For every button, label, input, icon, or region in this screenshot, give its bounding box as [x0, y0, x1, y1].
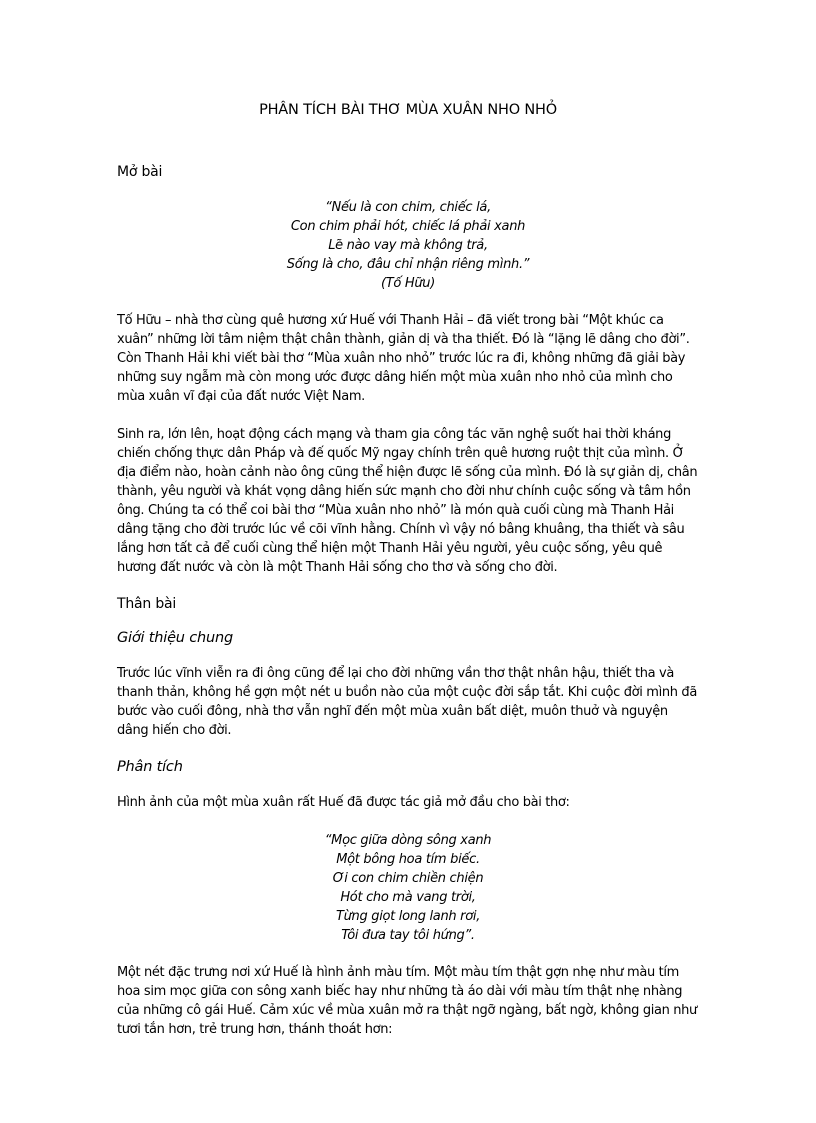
paragraph-1: Tố Hữu – nhà thơ cùng quê hương xứ Huế với Thanh Hải – đã viết trong bài “Một khúc ca xuân” những lời tâm niệm thật chân thành, giản dị và tha thiết. Đó là “lặng lẽ dâng cho đời”. Còn Thanh Hải khi viết bài thơ “Mùa xuân nho nhỏ” trước lúc ra đi, không những đã giải bày những suy ngẫm mà còn mong ước được dâng hiến một mùa xuân nho nhỏ của mình cho mùa xuân vĩ đại của đất nước Việt Nam.: [117, 313, 690, 404]
poem-line: Ơi con chim chiền chiện: [332, 871, 484, 886]
poem-line: Một bông hoa tím biếc.: [336, 852, 480, 867]
heading-intro: Mở bài: [117, 164, 163, 180]
paragraph-3: Trước lúc vĩnh viễn ra đi ông cũng để lại cho đời những vần thơ thật nhân hậu, thiết tha và thanh thản, không hề gợn một nét u buồn nào của một cuộc đời sắp tắt. Khi cuộc đời mình đã bước vào cuối đông, nhà thơ vẫn nghĩ đến một mùa xuân bất diệt, muôn thuở và nguyện dâng hiến cho đời.: [117, 666, 697, 738]
poem-author: (Tố Hữu): [380, 276, 436, 291]
poem-line: Sống là cho, đâu chỉ nhận riêng mình.”: [286, 257, 530, 272]
poem-line: Con chim phải hót, chiếc lá phải xanh: [290, 219, 526, 234]
document-title: PHÂN TÍCH BÀI THƠ MÙA XUÂN NHO NHỎ: [259, 102, 557, 118]
document-page: [117, 102, 699, 1058]
poem-line: Từng giọt long lanh rơi,: [335, 909, 481, 924]
subheading-intro: Giới thiệu chung: [117, 630, 233, 646]
paragraph-2: Sinh ra, lớn lên, hoạt động cách mạng và tham gia công tác văn nghệ suốt hai thời kháng chiến chống thực dân Pháp và đế quốc Mỹ ngay chính trên quê hương ruột thịt của mình. Ở địa điểm nào, hoàn cảnh nào ông cũng thể hiện được lẽ sống của mình. Đó là sự giản dị, chân thành, yêu người và khát vọng dâng hiến sức mạnh cho đời như chính cuộc sống và tâm hồn ông. Chúng ta có thể coi bài thơ “Mùa xuân nho nhỏ” là món quà cuối cùng mà Thanh Hải dâng tặng cho đời trước lúc về cõi vĩnh hằng. Chính vì vậy nó bâng khuâng, tha thiết và sâu lắng hơn tất cả để cuối cùng thể hiện một Thanh Hải yêu người, yêu cuộc sống, yêu quê hương đất nước và còn là một Thanh Hải sống cho thơ và sống cho đời.: [117, 427, 698, 575]
heading-body: Thân bài: [117, 596, 177, 612]
paragraph-5: Một nét đặc trưng nơi xứ Huế là hình ảnh màu tím. Một màu tím thật gợn nhẹ như màu tím hoa sim mọc giữa con sông xanh biếc hay như những tà áo dài với màu tím thật nhẹ nhàng của những cô gái Huế. Cảm xúc về mùa xuân mở ra thật ngỡ ngàng, bất ngờ, không gian như tươi tắn hơn, trẻ trung hơn, thánh thoát hơn:: [117, 965, 697, 1037]
poem-line: Lẽ nào vay mà không trả,: [328, 238, 488, 253]
poem-line: Tôi đưa tay tôi hứng”.: [341, 928, 475, 943]
poem-to-huu: [117, 198, 699, 293]
subheading-analysis: Phân tích: [117, 759, 183, 775]
poem-mua-xuan: [117, 831, 699, 945]
poem-line: “Mọc giữa dòng sông xanh: [324, 833, 492, 848]
poem-line: “Nếu là con chim, chiếc lá,: [325, 200, 491, 215]
paragraph-4: Hình ảnh của một mùa xuân rất Huế đã được tác giả mở đầu cho bài thơ:: [117, 795, 570, 810]
poem-line: Hót cho mà vang trời,: [340, 890, 476, 905]
